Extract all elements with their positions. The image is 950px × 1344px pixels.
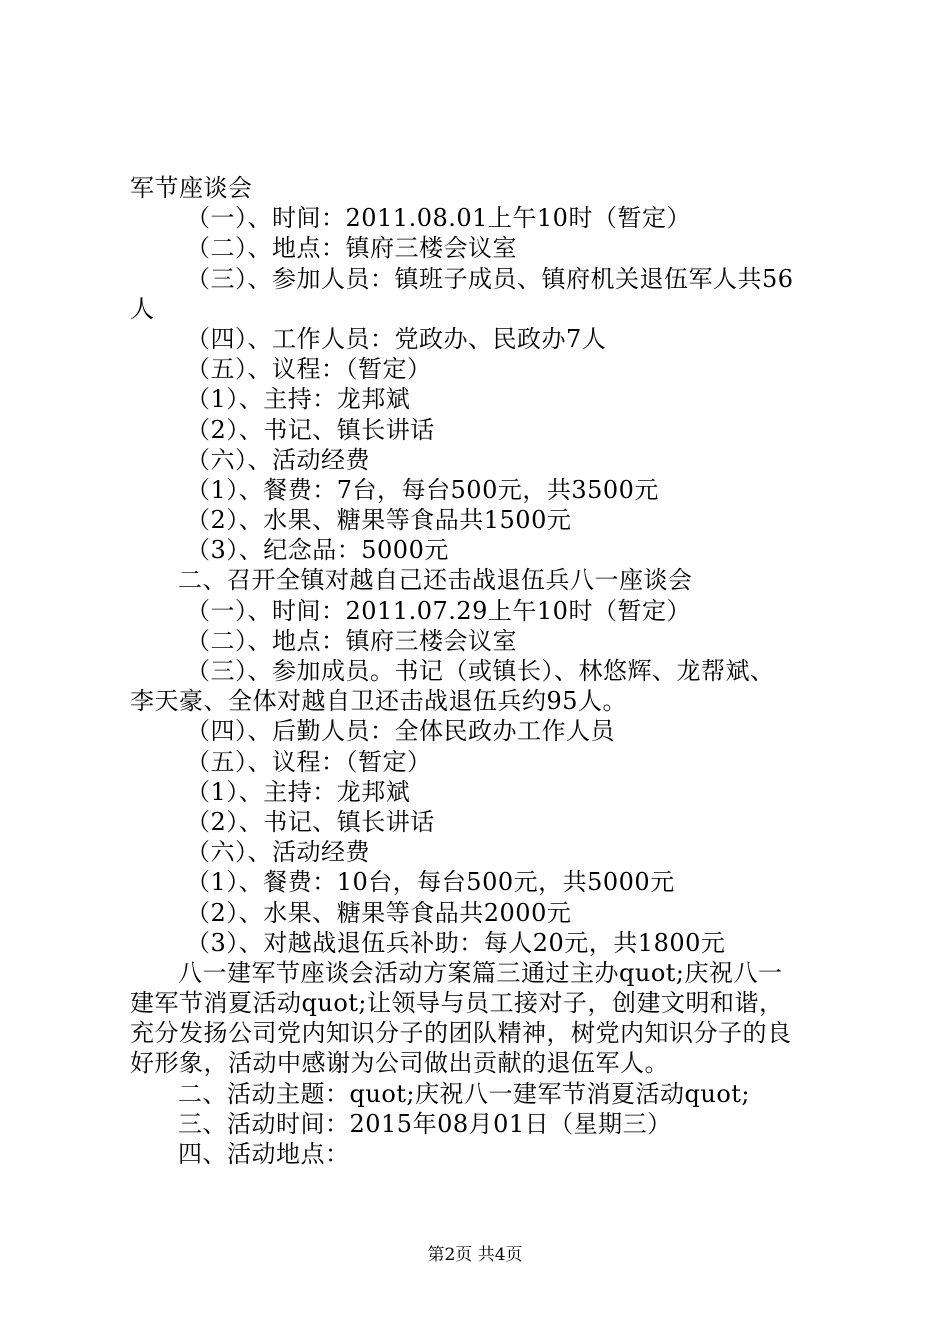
paragraph-line: 充分发扬公司党内知识分子的团队精神，树党内知识分子的良 xyxy=(130,1019,792,1048)
paragraph-line: 建军节消夏活动quot;让领导与员工接对子，创建文明和谐， xyxy=(130,989,784,1018)
paragraph-line: 好形象，活动中感谢为公司做出贡献的退伍军人。 xyxy=(130,1049,669,1078)
text-line: （1）、餐费：10台，每台500元，共5000元 xyxy=(186,868,675,897)
text-line: 人 xyxy=(130,294,155,323)
text-line: （五）、议程：（暂定） xyxy=(186,355,432,384)
text-line: （五）、议程：（暂定） xyxy=(186,747,432,776)
text-line: （2）、书记、镇长讲话 xyxy=(186,415,435,444)
text-line: （一）、时间：2011.08.01上午10时（暂定） xyxy=(186,204,691,233)
text-line: （一）、时间：2011.07.29上午10时（暂定） xyxy=(186,596,691,625)
paragraph-line: 八一建军节座谈会活动方案篇三通过主办quot;庆祝八一 xyxy=(178,958,783,987)
text-line: （1）、主持：龙邦斌 xyxy=(186,385,411,414)
text-line: （3）、对越战退伍兵补助：每人20元，共1800元 xyxy=(186,928,726,957)
text-line: （四）、工作人员：党政办、民政办7人 xyxy=(186,324,607,353)
section-heading: 四、活动地点： xyxy=(178,1140,350,1168)
page-footer: 第2页 共4页 xyxy=(427,1245,523,1265)
text-line: （3）、纪念品：5000元 xyxy=(186,536,449,565)
text-line: （六）、活动经费 xyxy=(186,838,370,867)
text-line: （1）、主持：龙邦斌 xyxy=(186,777,411,806)
text-line: （2）、水果、糖果等食品共2000元 xyxy=(186,898,572,927)
text-line: （二）、地点：镇府三楼会议室 xyxy=(186,234,517,263)
section-heading: 二、召开全镇对越自己还击战退伍兵八一座谈会 xyxy=(178,566,693,595)
text-line: （四）、后勤人员：全体民政办工作人员 xyxy=(186,717,615,746)
text-line: （六）、活动经费 xyxy=(186,445,370,474)
text-line: （2）、水果、糖果等食品共1500元 xyxy=(186,506,572,535)
section-heading: 二、活动主题：quot;庆祝八一建军节消夏活动quot; xyxy=(178,1079,750,1108)
text-line: （三）、参加成员。书记（或镇长）、林悠辉、龙帮斌、 xyxy=(186,657,775,685)
text-line: 军节座谈会 xyxy=(130,174,253,202)
section-heading: 三、活动时间：2015年08月01日（星期三） xyxy=(178,1109,672,1138)
text-line: （2）、书记、镇长讲话 xyxy=(186,807,435,836)
document-body xyxy=(130,173,830,1169)
text-line: （二）、地点：镇府三楼会议室 xyxy=(186,626,517,655)
text-line: 李天豪、全体对越自卫还击战退伍兵约95人。 xyxy=(130,687,628,716)
text-line: （1）、餐费：7台，每台500元，共3500元 xyxy=(186,475,659,504)
text-line: （三）、参加人员：镇班子成员、镇府机关退伍军人共56 xyxy=(186,264,794,293)
